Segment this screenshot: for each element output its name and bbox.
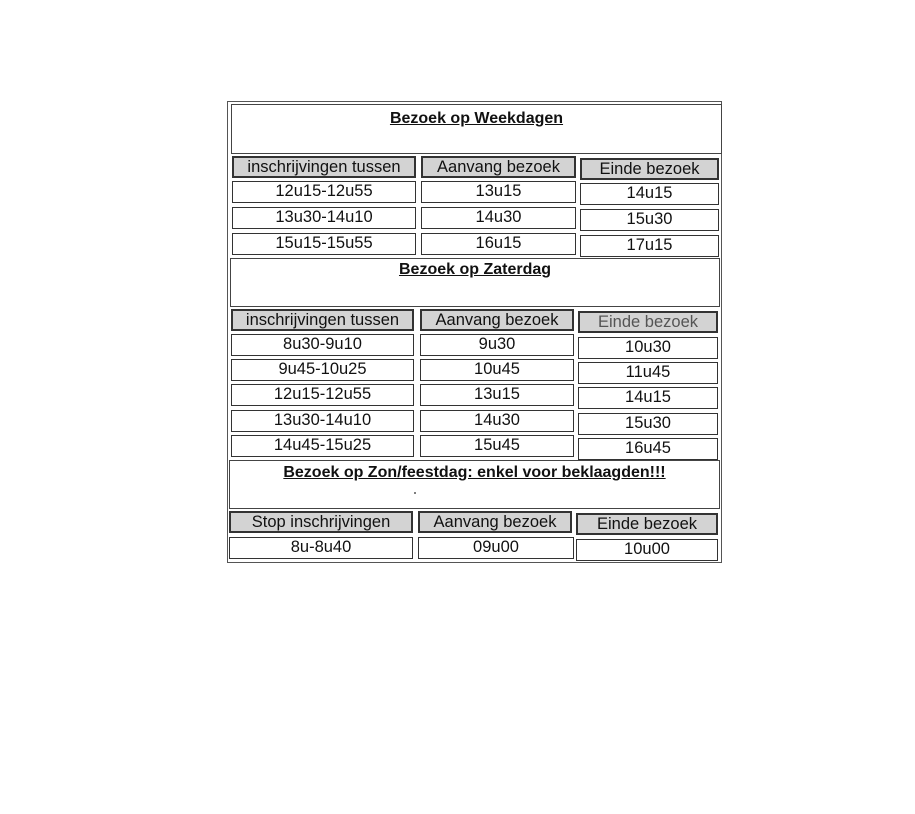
zaterdag-cell: 14u45-15u25 — [231, 435, 414, 457]
weekdagen-cell: 17u15 — [580, 235, 719, 257]
weekdagen-cell: 15u15-15u55 — [232, 233, 416, 255]
zondag-cell: 8u-8u40 — [229, 537, 413, 559]
stray-dot — [414, 492, 416, 494]
weekdagen-cell: 14u30 — [421, 207, 576, 229]
zaterdag-cell: 12u15-12u55 — [231, 384, 414, 406]
zaterdag-header-aanvang: Aanvang bezoek — [420, 309, 574, 331]
zaterdag-cell: 13u15 — [420, 384, 574, 406]
zondag-header-einde: Einde bezoek — [576, 513, 718, 535]
zaterdag-cell: 8u30-9u10 — [231, 334, 414, 356]
zaterdag-cell: 16u45 — [578, 438, 718, 460]
zaterdag-title-box — [230, 258, 720, 307]
zaterdag-cell: 13u30-14u10 — [231, 410, 414, 432]
weekdagen-title-box — [231, 104, 722, 154]
weekdagen-header-einde: Einde bezoek — [580, 158, 719, 180]
weekdagen-header-aanvang: Aanvang bezoek — [421, 156, 576, 178]
weekdagen-cell: 15u30 — [580, 209, 719, 231]
weekdagen-title: Bezoek op Weekdagen — [389, 110, 564, 127]
zaterdag-cell: 10u30 — [578, 337, 718, 359]
zaterdag-cell: 14u15 — [578, 387, 718, 409]
zondag-cell: 10u00 — [576, 539, 718, 561]
weekdagen-cell: 14u15 — [580, 183, 719, 205]
zaterdag-header-inschrijvingen: inschrijvingen tussen — [231, 309, 414, 331]
zaterdag-cell: 9u30 — [420, 334, 574, 356]
weekdagen-cell: 13u30-14u10 — [232, 207, 416, 229]
zaterdag-cell: 15u45 — [420, 435, 574, 457]
zaterdag-header-einde: Einde bezoek — [578, 311, 718, 333]
zaterdag-title: Bezoek op Zaterdag — [398, 261, 552, 278]
zondag-header-aanvang: Aanvang bezoek — [418, 511, 572, 533]
zondag-title-box — [229, 460, 720, 509]
zaterdag-cell: 11u45 — [578, 362, 718, 384]
zondag-cell: 09u00 — [418, 537, 574, 559]
zondag-header-stop: Stop inschrijvingen — [229, 511, 413, 533]
zaterdag-cell: 15u30 — [578, 413, 718, 435]
zaterdag-cell: 9u45-10u25 — [231, 359, 414, 381]
weekdagen-cell: 13u15 — [421, 181, 576, 203]
zondag-title: Bezoek op Zon/feestdag: enkel voor beklaagden!!! — [283, 464, 666, 481]
weekdagen-cell: 12u15-12u55 — [232, 181, 416, 203]
zaterdag-cell: 10u45 — [420, 359, 574, 381]
weekdagen-cell: 16u15 — [421, 233, 576, 255]
zaterdag-cell: 14u30 — [420, 410, 574, 432]
weekdagen-header-inschrijvingen: inschrijvingen tussen — [232, 156, 416, 178]
